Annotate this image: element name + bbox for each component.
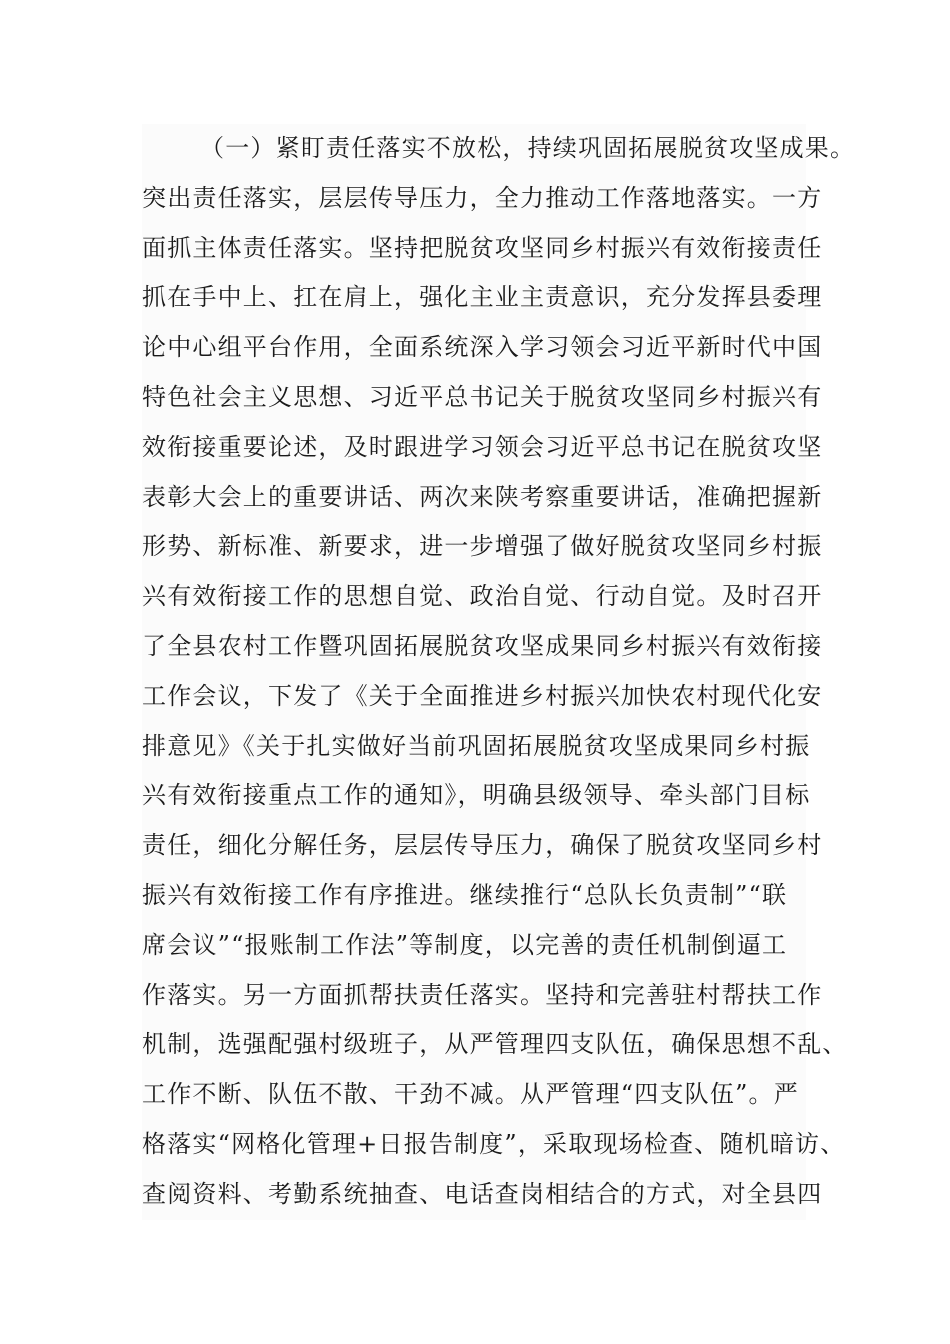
text-line: 工作会议，下发了《关于全面推进乡村振兴加快农村现代化安 xyxy=(142,681,823,710)
text-line: 责任，细化分解任务，层层传导压力，确保了脱贫攻坚同乡村 xyxy=(142,831,823,860)
text-line: 形势、新标准、新要求，进一步增强了做好脱贫攻坚同乡村振 xyxy=(142,532,823,561)
text-line: 表彰大会上的重要讲话、两次来陕考察重要讲话，准确把握新 xyxy=(142,482,823,511)
text-line: 论中心组平台作用，全面系统深入学习领会习近平新时代中国 xyxy=(142,333,823,362)
text-line: 排意见》《关于扎实做好当前巩固拓展脱贫攻坚成果同乡村振 xyxy=(142,731,811,760)
text-line: 特色社会主义思想、习近平总书记关于脱贫攻坚同乡村振兴有 xyxy=(142,382,823,411)
text-line: 振兴有效衔接工作有序推进。继续推行“总队长负责制”“联 xyxy=(142,880,788,909)
text-line: 了全县农村工作暨巩固拓展脱贫攻坚成果同乡村振兴有效衔接 xyxy=(142,631,823,660)
text-line: 面抓主体责任落实。坚持把脱贫攻坚同乡村振兴有效衔接责任 xyxy=(142,233,823,262)
text-line: 兴有效衔接重点工作的通知》，明确县级领导、牵头部门目标 xyxy=(142,781,811,810)
text-line: 效衔接重要论述，及时跟进学习领会习近平总书记在脱贫攻坚 xyxy=(142,432,823,461)
text-line: （一）紧盯责任落实不放松，持续巩固拓展脱贫攻坚成果。 xyxy=(200,134,856,162)
text-line: 格落实“网格化管理+日报告制度”，采取现场检查、随机暗访、 xyxy=(142,1129,846,1158)
body-paragraph xyxy=(142,124,856,1220)
text-line: 席会议”“报账制工作法”等制度，以完善的责任机制倒逼工 xyxy=(142,930,788,959)
text-line: 突出责任落实，层层传导压力，全力推动工作落地落实。一方 xyxy=(142,183,823,212)
text-line: 作落实。另一方面抓帮扶责任落实。坚持和完善驻村帮扶工作 xyxy=(142,980,823,1009)
text-line: 抓在手中上、扛在肩上，强化主业主责意识，充分发挥县委理 xyxy=(142,283,823,312)
text-line: 工作不断、队伍不散、干劲不减。从严管理“四支队伍”。严 xyxy=(142,1080,799,1109)
text-line: 查阅资料、考勤系统抽查、电话查岗相结合的方式，对全县四 xyxy=(142,1179,823,1208)
text-line: 兴有效衔接工作的思想自觉、政治自觉、行动自觉。及时召开 xyxy=(142,582,823,611)
text-line: 机制，选强配强村级班子，从严管理四支队伍，确保思想不乱、 xyxy=(142,1030,848,1059)
